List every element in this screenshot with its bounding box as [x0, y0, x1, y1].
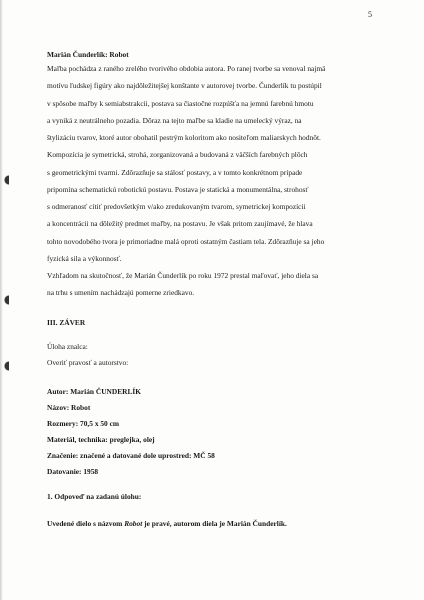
body-line: s geometrickými tvarmi. Zdôrazňuje sa stálosť postavy, a v tomto konkrétnom prípade [47, 168, 303, 177]
task-label: Úloha znalca: [47, 342, 88, 351]
page-number: 5 [368, 10, 372, 19]
body-line: v spôsobe maľby k semiabstrakcii, postava sa čiastočne rozpúšťa na jemnú farebnú hmotu [47, 99, 314, 108]
answer-prefix: Uvedené dielo s názvom [47, 519, 125, 528]
body-line: a vyniká z neutrálneho pozadia. Dôraz na tejto maľbe sa kladie na umelecký výraz, na [47, 116, 302, 125]
conclusion-heading: III. ZÁVER [47, 318, 86, 327]
body-line: Vzhľadom na skutočnosť, že Marián Čunderlík po roku 1972 prestal maľovať, jeho diela sa [47, 271, 319, 280]
answer-suffix: je pravé, autorom diela je Marián Čunderlík. [142, 519, 287, 528]
field-dating: Datovanie: 1958 [47, 467, 99, 476]
body-line: tohto novodobého tvora je primoriadne malá oproti ostatným častiam tela. Zdôrazňuje sa jeho [47, 237, 325, 246]
answer-heading: 1. Odpoveď na zadanú úlohu: [47, 492, 142, 501]
binder-hole-mark [0, 170, 9, 190]
field-dimensions: Rozmery: 70,5 x 50 cm [47, 419, 120, 428]
task-text: Overiť pravosť a autorstvo: [47, 358, 129, 367]
answer-text [47, 518, 287, 530]
body-line: Maľba pochádza z raného zrelého tvorivého obdobia autora. Po ranej tvorbe sa venoval najmä [47, 64, 326, 73]
body-line: s odmeranosť cítiť predovšetkým v/ako zredukovaným tvarom, symetrickej kompozícii [47, 202, 306, 211]
body-line: pripomína schematickú robotickú postavu. Postava je statická a monumentálna, strohosť [47, 185, 309, 194]
binder-hole-mark [0, 290, 9, 310]
body-line: Kompozícia je symetrická, strohá, zorganizovaná a budovaná z väčších farebných plôch [47, 150, 308, 159]
body-line: a koncentrácii na dôležitý predmet maľby, na postavu. Je však pritom zaujímavé, že hlava [47, 219, 313, 228]
binder-hole-mark [0, 356, 9, 376]
field-title: Názov: Robot [47, 403, 91, 412]
body-line: motívu ľudskej figúry ako najdôležitejšej konštante v autorovej tvorbe. Čunderlík tu postúpil [47, 81, 322, 90]
answer-title: Robot [124, 519, 143, 528]
field-marking: Značenie: značené a datované dole uprostred: MČ 58 [47, 451, 215, 460]
field-material: Materiál, technika: preglejka, olej [47, 435, 155, 444]
body-line: fyzická sila a výkonnosť. [47, 254, 122, 263]
field-author: Autor: Marián ČUNDERLÍK [47, 387, 142, 396]
section-title: Marián Čunderlík: Robot [47, 50, 129, 59]
body-line: na trhu s umením nachádzajú pomerne zriedkavo. [47, 288, 195, 297]
body-line: štylizáciu tvarov, ktoré autor obohatil pestrým koloritom ako nositeľom maliarskych hodnôt. [47, 133, 321, 142]
